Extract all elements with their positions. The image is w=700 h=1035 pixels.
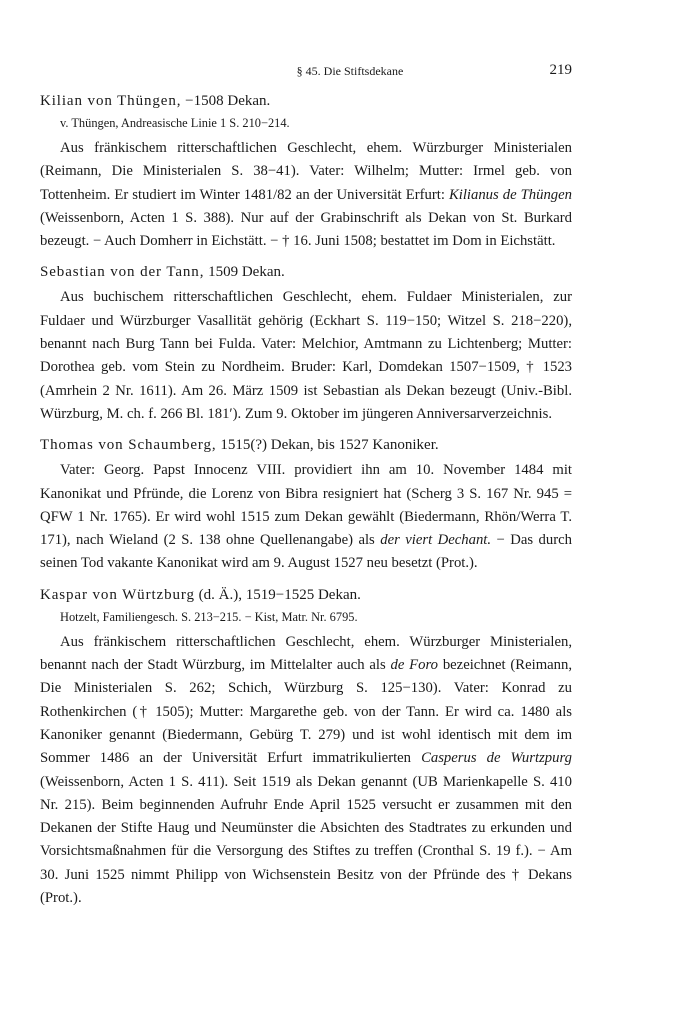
running-head-title: § 45. Die Stiftsdekane: [296, 64, 404, 78]
italic-run: Kilianus de Thüngen: [448, 186, 573, 203]
italic-run: Casperus de Wurtzpurg: [421, 750, 572, 767]
page-body: [40, 86, 572, 910]
text-run: Aus buchischem ritterschaftlichen Geschlecht, ehem. Fuldaer Ministerialen, zur Fuldaer und Würzburger Vasallität gehörig (Eckhart S. 119−150; Witzel S. 218−220), benannt nach Burg Tann bei Fulda. Vater: Melchior, Amtmann zu Lichtenberg; Mutter: Dorothea geb. vom Stein zu Nordheim. Bruder: Karl, Domdekan 1507−1509, † 1523 (Amrhein 2 Nr. 1611). Am 26. März 1509 ist Sebastian als Dekan bezeugt (Univ.-Bibl. Würzburg, M. ch. f. 266 Bl. 181′). Zum 9. Oktober im jüngeren Anniversarverzeichnis.: [40, 289, 572, 422]
entry-heading-sebastian: [40, 261, 572, 283]
entry-office: −1508 Dekan.: [181, 93, 271, 109]
entry-name: Kilian von Thüngen,: [40, 93, 182, 109]
entry-name: Thomas von Schaumberg,: [40, 437, 217, 454]
entry-paragraph-sebastian: [40, 286, 572, 426]
entry-name: Kaspar von Würtzburg: [40, 586, 195, 603]
text-run: bezeichnet (Reimann, Die Ministerialen S. 262; Schich, Würzburg S. 125−130). Vater: Konrad zu Rothenkirchen († 1505); Mutter: Margarethe geb. von der Tann. Er wird ca. 1480 als Kanoniker genannt (Biedermann, Gebürg T. 279) und ist wohl identisch mit dem im Sommer 1486 an der Universität Erfurt immatrikulierten: [40, 657, 572, 767]
entry-heading-kilian: [40, 90, 572, 112]
text-run: Aus fränkischem ritterschaftlichen Geschlecht, ehem. Würzburger Ministerialen (Reimann, Die Ministerialen S. 38−41). Vater: Wilhelm; Mutter: Irmel geb. von Tottenheim. Er studiert im Winter 1481/82 an der Universität Erfurt:: [40, 140, 572, 203]
page-number: 219: [549, 62, 572, 78]
entry-name: Sebastian von der Tann,: [40, 264, 205, 281]
entry-reference: v. Thüngen, Andreasische Linie 1 S. 210−214.: [60, 116, 290, 130]
entry-heading-thomas: [40, 434, 572, 456]
entry-paragraph-kaspar: [40, 631, 572, 911]
entry-paragraph-thomas: [40, 459, 572, 575]
running-head: [0, 62, 700, 82]
text-run: − Das durch seinen Tod vakante Kanonikat wird am 9. August 1527 neu besetzt (Prot.).: [40, 532, 572, 572]
entry-office: 1509 Dekan.: [204, 264, 285, 281]
italic-run: der viert Dechant.: [380, 532, 492, 549]
text-run: (Weissenborn, Acten 1 S. 411). Seit 1519 als Dekan genannt (UB Marienkapelle S. 410 Nr. 215). Beim beginnenden Aufruhr Ende April 1525 versucht er zusammen mit den Dekanen der Stifte Haug und Neumünster die Absichten des Stadtrates zu erkunden und Vorsichtsmaßnahmen für die Versorgung des Stiftes zu treffen (Cronthal S. 19 f.). − Am 30. Juni 1525 nimmt Philipp von Wichsenstein Besitz von der Pfründe des † Dekans (Prot.).: [40, 773, 572, 907]
text-run: (Weissenborn, Acten 1 S. 388). Nur auf der Grabinschrift als Dekan von St. Burkard bezeugt. − Auch Domherr in Eichstätt. − † 16. Juni 1508; bestattet im Dom in Eichstätt.: [40, 209, 572, 250]
text-run: Aus fränkischem ritterschaftlichen Geschlecht, ehem. Würzburger Ministerialen, benannt nach der Stadt Würzburg, im Mittelalter auch als: [40, 633, 572, 674]
entry-heading-kaspar: [40, 584, 572, 606]
entry-reference: Hotzelt, Familiengesch. S. 213−215. − Kist, Matr. Nr. 6795.: [60, 609, 358, 624]
entry-paragraph-kilian: [40, 137, 572, 253]
text-run: Vater: Georg. Papst Innocenz VIII. providiert ihn am 10. November 1484 mit Kanonikat und Pfründe, die Lorenz von Bibra resigniert hat (Scherg 3 S. 167 Nr. 945 = QFW 1 Nr. 1765). Er wird wohl 1515 zum Dekan gewählt (Biedermann, Rhön/Werra T. 171), nach Wieland (2 S. 138 ohne Quellenangabe) als: [40, 462, 572, 549]
entry-office: (d. Ä.), 1519−1525 Dekan.: [194, 586, 361, 603]
entry-office: 1515(?) Dekan, bis 1527 Kanoniker.: [216, 437, 439, 454]
italic-run: de Foro: [390, 657, 439, 674]
